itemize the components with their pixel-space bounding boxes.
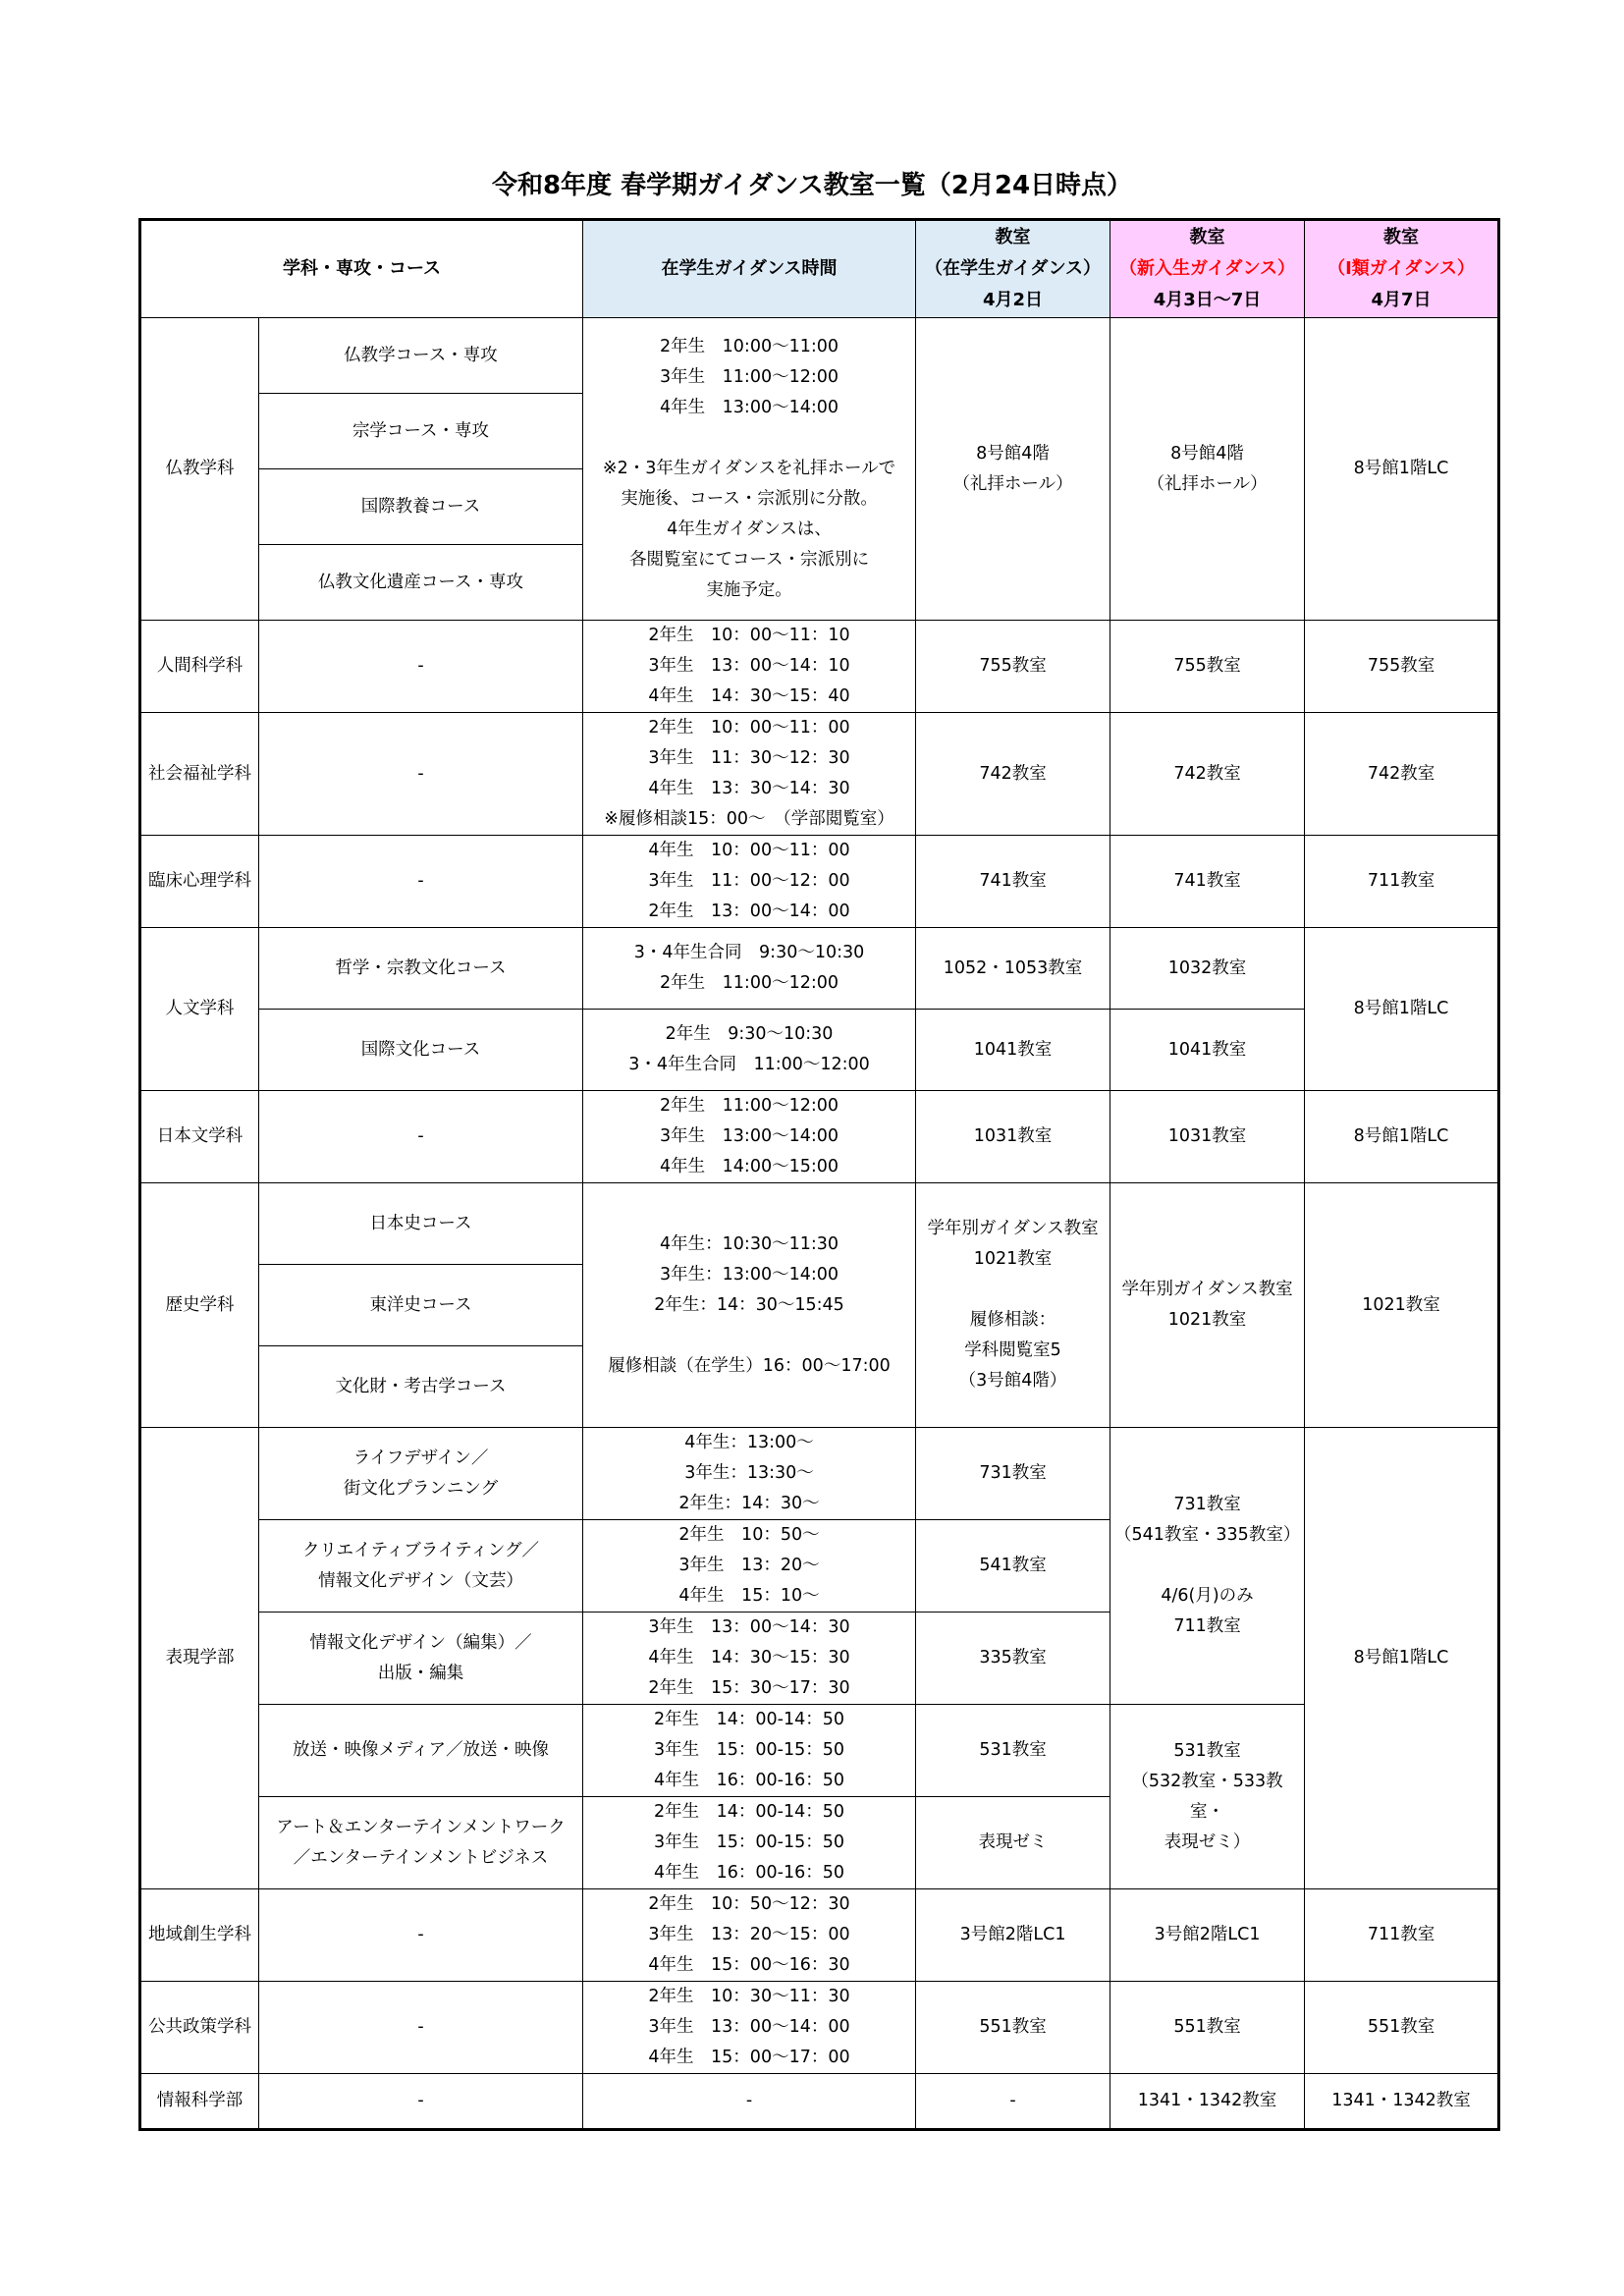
room-new-cell: 731教室 （541教室・335教室） 4/6(月)のみ 711教室 (1110, 1428, 1305, 1705)
course-cell: 仏教文化遺産コース・専攻 (259, 545, 583, 621)
header-room-current: 教室 （在学生ガイダンス） 4月2日 (916, 220, 1110, 318)
course-cell: 仏教学コース・専攻 (259, 318, 583, 394)
course-cell: 情報文化デザイン（編集）／ 出版・編集 (259, 1613, 583, 1705)
room-current-cell: 335教室 (916, 1613, 1110, 1705)
room-class1-cell: 8号館1階LC (1305, 1428, 1499, 1889)
course-cell: クリエイティブライティング／ 情報文化デザイン（文芸） (259, 1520, 583, 1613)
header-row (140, 220, 1499, 318)
room-new-cell: 8号館4階 （礼拝ホール） (1110, 318, 1305, 621)
room-class1-cell: 8号館1階LC (1305, 318, 1499, 621)
table-row (140, 836, 1499, 928)
room-current-cell: 8号館4階 （礼拝ホール） (916, 318, 1110, 621)
dept-cell: 日本文学科 (140, 1091, 259, 1183)
time-cell: 2年生 10:00～11:00 3年生 11:00～12:00 4年生 13:00～14:00 ※2・3年生ガイダンスを礼拝ホールで 実施後、コース・宗派別に分散。 4年生ガイダンスは、 各閲覧室にてコース・宗派別に 実施予定。 (583, 318, 916, 621)
room-new-cell: 1031教室 (1110, 1091, 1305, 1183)
time-cell: 3・4年生合同 9:30～10:30 2年生 11:00～12:00 (583, 928, 916, 1010)
room-current-cell: 学年別ガイダンス教室 1021教室 履修相談： 学科閲覧室5 （3号館4階） (916, 1183, 1110, 1428)
course-cell: - (259, 1091, 583, 1183)
room-new-cell: 学年別ガイダンス教室 1021教室 (1110, 1183, 1305, 1428)
room-current-cell: 741教室 (916, 836, 1110, 928)
table-row (140, 928, 1499, 1010)
room-new-cell: 742教室 (1110, 713, 1305, 836)
room-class1-cell: 8号館1階LC (1305, 1091, 1499, 1183)
room-current-cell: 551教室 (916, 1982, 1110, 2074)
room-new-cell: 741教室 (1110, 836, 1305, 928)
dept-cell: 表現学部 (140, 1428, 259, 1889)
time-cell: 2年生 14：00-14：50 3年生 15：00-15：50 4年生 16：00-16：50 (583, 1705, 916, 1797)
header-room-class1: 教室 （Ⅰ類ガイダンス） 4月7日 (1305, 220, 1499, 318)
dept-cell: 人間科学科 (140, 621, 259, 713)
course-cell: 宗学コース・専攻 (259, 394, 583, 469)
room-class1-cell: 711教室 (1305, 836, 1499, 928)
course-cell: アート＆エンターテインメントワーク ／エンターテインメントビジネス (259, 1797, 583, 1889)
time-cell: 2年生 14：00-14：50 3年生 15：00-15：50 4年生 16：00-16：50 (583, 1797, 916, 1889)
room-current-cell: 742教室 (916, 713, 1110, 836)
room-class1-cell: 551教室 (1305, 1982, 1499, 2074)
room-new-cell: 531教室 （532教室・533教室・ 表現ゼミ） (1110, 1705, 1305, 1889)
page-title: 令和8年度 春学期ガイダンス教室一覧（2月24日時点） (491, 171, 1133, 200)
dept-cell: 臨床心理学科 (140, 836, 259, 928)
time-cell: 4年生：13:00～ 3年生：13:30～ 2年生：14：30～ (583, 1428, 916, 1520)
room-current-cell: 541教室 (916, 1520, 1110, 1613)
room-class1-cell: 742教室 (1305, 713, 1499, 836)
dept-cell: 人文学科 (140, 928, 259, 1091)
table-row (140, 1010, 1499, 1091)
course-cell: 哲学・宗教文化コース (259, 928, 583, 1010)
table-row (140, 318, 1499, 394)
room-current-cell: 3号館2階LC1 (916, 1889, 1110, 1982)
dept-cell: 仏教学科 (140, 318, 259, 621)
room-class1-cell: 711教室 (1305, 1889, 1499, 1982)
time-cell: 2年生 10：50～ 3年生 13：20～ 4年生 15：10～ (583, 1520, 916, 1613)
course-cell: 国際文化コース (259, 1010, 583, 1091)
room-class1-cell: 8号館1階LC (1305, 928, 1499, 1091)
time-cell: 2年生 10：00～11：00 3年生 11：30～12：30 4年生 13：30～14：30 ※履修相談15：00～ （学部閲覧室） (583, 713, 916, 836)
room-new-cell: 755教室 (1110, 621, 1305, 713)
course-cell: - (259, 1982, 583, 2074)
course-cell: 国際教養コース (259, 469, 583, 545)
table-row (140, 1091, 1499, 1183)
header-dept: 学科・専攻・コース (140, 220, 583, 318)
course-cell: ライフデザイン／ 街文化プランニング (259, 1428, 583, 1520)
header-time: 在学生ガイダンス時間 (583, 220, 916, 318)
time-cell: 4年生 10：00～11：00 3年生 11：00～12：00 2年生 13：00～14：00 (583, 836, 916, 928)
course-cell: 日本史コース (259, 1183, 583, 1265)
course-cell: - (259, 1889, 583, 1982)
room-class1-cell: 1021教室 (1305, 1183, 1499, 1428)
room-new-cell: 551教室 (1110, 1982, 1305, 2074)
table-row (140, 1889, 1499, 1982)
table-row (140, 713, 1499, 836)
table-row (140, 1705, 1499, 1797)
table-row (140, 1428, 1499, 1520)
time-cell: 3年生 13：00～14：30 4年生 14：30～15：30 2年生 15：30～17：30 (583, 1613, 916, 1705)
room-current-cell: 531教室 (916, 1705, 1110, 1797)
table-row (140, 621, 1499, 713)
time-cell: 2年生 10：30～11：30 3年生 13：00～14：00 4年生 15：00～17：00 (583, 1982, 916, 2074)
time-cell: - (583, 2074, 916, 2130)
guidance-room-table (138, 218, 1500, 2131)
dept-cell: 公共政策学科 (140, 1982, 259, 2074)
room-current-cell: 731教室 (916, 1428, 1110, 1520)
course-cell: - (259, 836, 583, 928)
room-new-cell: 3号館2階LC1 (1110, 1889, 1305, 1982)
course-cell: - (259, 2074, 583, 2130)
room-current-cell: 1052・1053教室 (916, 928, 1110, 1010)
room-current-cell: 1041教室 (916, 1010, 1110, 1091)
course-cell: - (259, 713, 583, 836)
header-room-new: 教室 （新入生ガイダンス） 4月3日～7日 (1110, 220, 1305, 318)
table-row (140, 1183, 1499, 1265)
time-cell: 2年生 10：50～12：30 3年生 13：20～15：00 4年生 15：00～16：30 (583, 1889, 916, 1982)
room-current-cell: - (916, 2074, 1110, 2130)
room-new-cell: 1032教室 (1110, 928, 1305, 1010)
dept-cell: 歴史学科 (140, 1183, 259, 1428)
time-cell: 2年生 10：00～11：10 3年生 13：00～14：10 4年生 14：30～15：40 (583, 621, 916, 713)
room-current-cell: 755教室 (916, 621, 1110, 713)
table-row (140, 1982, 1499, 2074)
dept-cell: 社会福祉学科 (140, 713, 259, 836)
time-cell: 4年生：10:30～11:30 3年生：13:00～14:00 2年生：14：30～15:45 履修相談（在学生）16：00～17:00 (583, 1183, 916, 1428)
room-new-cell: 1341・1342教室 (1110, 2074, 1305, 2130)
dept-cell: 情報科学部 (140, 2074, 259, 2130)
room-current-cell: 1031教室 (916, 1091, 1110, 1183)
course-cell: 文化財・考古学コース (259, 1346, 583, 1428)
room-current-cell: 表現ゼミ (916, 1797, 1110, 1889)
room-class1-cell: 1341・1342教室 (1305, 2074, 1499, 2130)
table-row (140, 2074, 1499, 2130)
room-new-cell: 1041教室 (1110, 1010, 1305, 1091)
course-cell: 東洋史コース (259, 1265, 583, 1346)
dept-cell: 地域創生学科 (140, 1889, 259, 1982)
room-class1-cell: 755教室 (1305, 621, 1499, 713)
time-cell: 2年生 11:00～12:00 3年生 13:00～14:00 4年生 14:00～15:00 (583, 1091, 916, 1183)
time-cell: 2年生 9:30～10:30 3・4年生合同 11:00～12:00 (583, 1010, 916, 1091)
course-cell: 放送・映像メディア／放送・映像 (259, 1705, 583, 1797)
course-cell: - (259, 621, 583, 713)
